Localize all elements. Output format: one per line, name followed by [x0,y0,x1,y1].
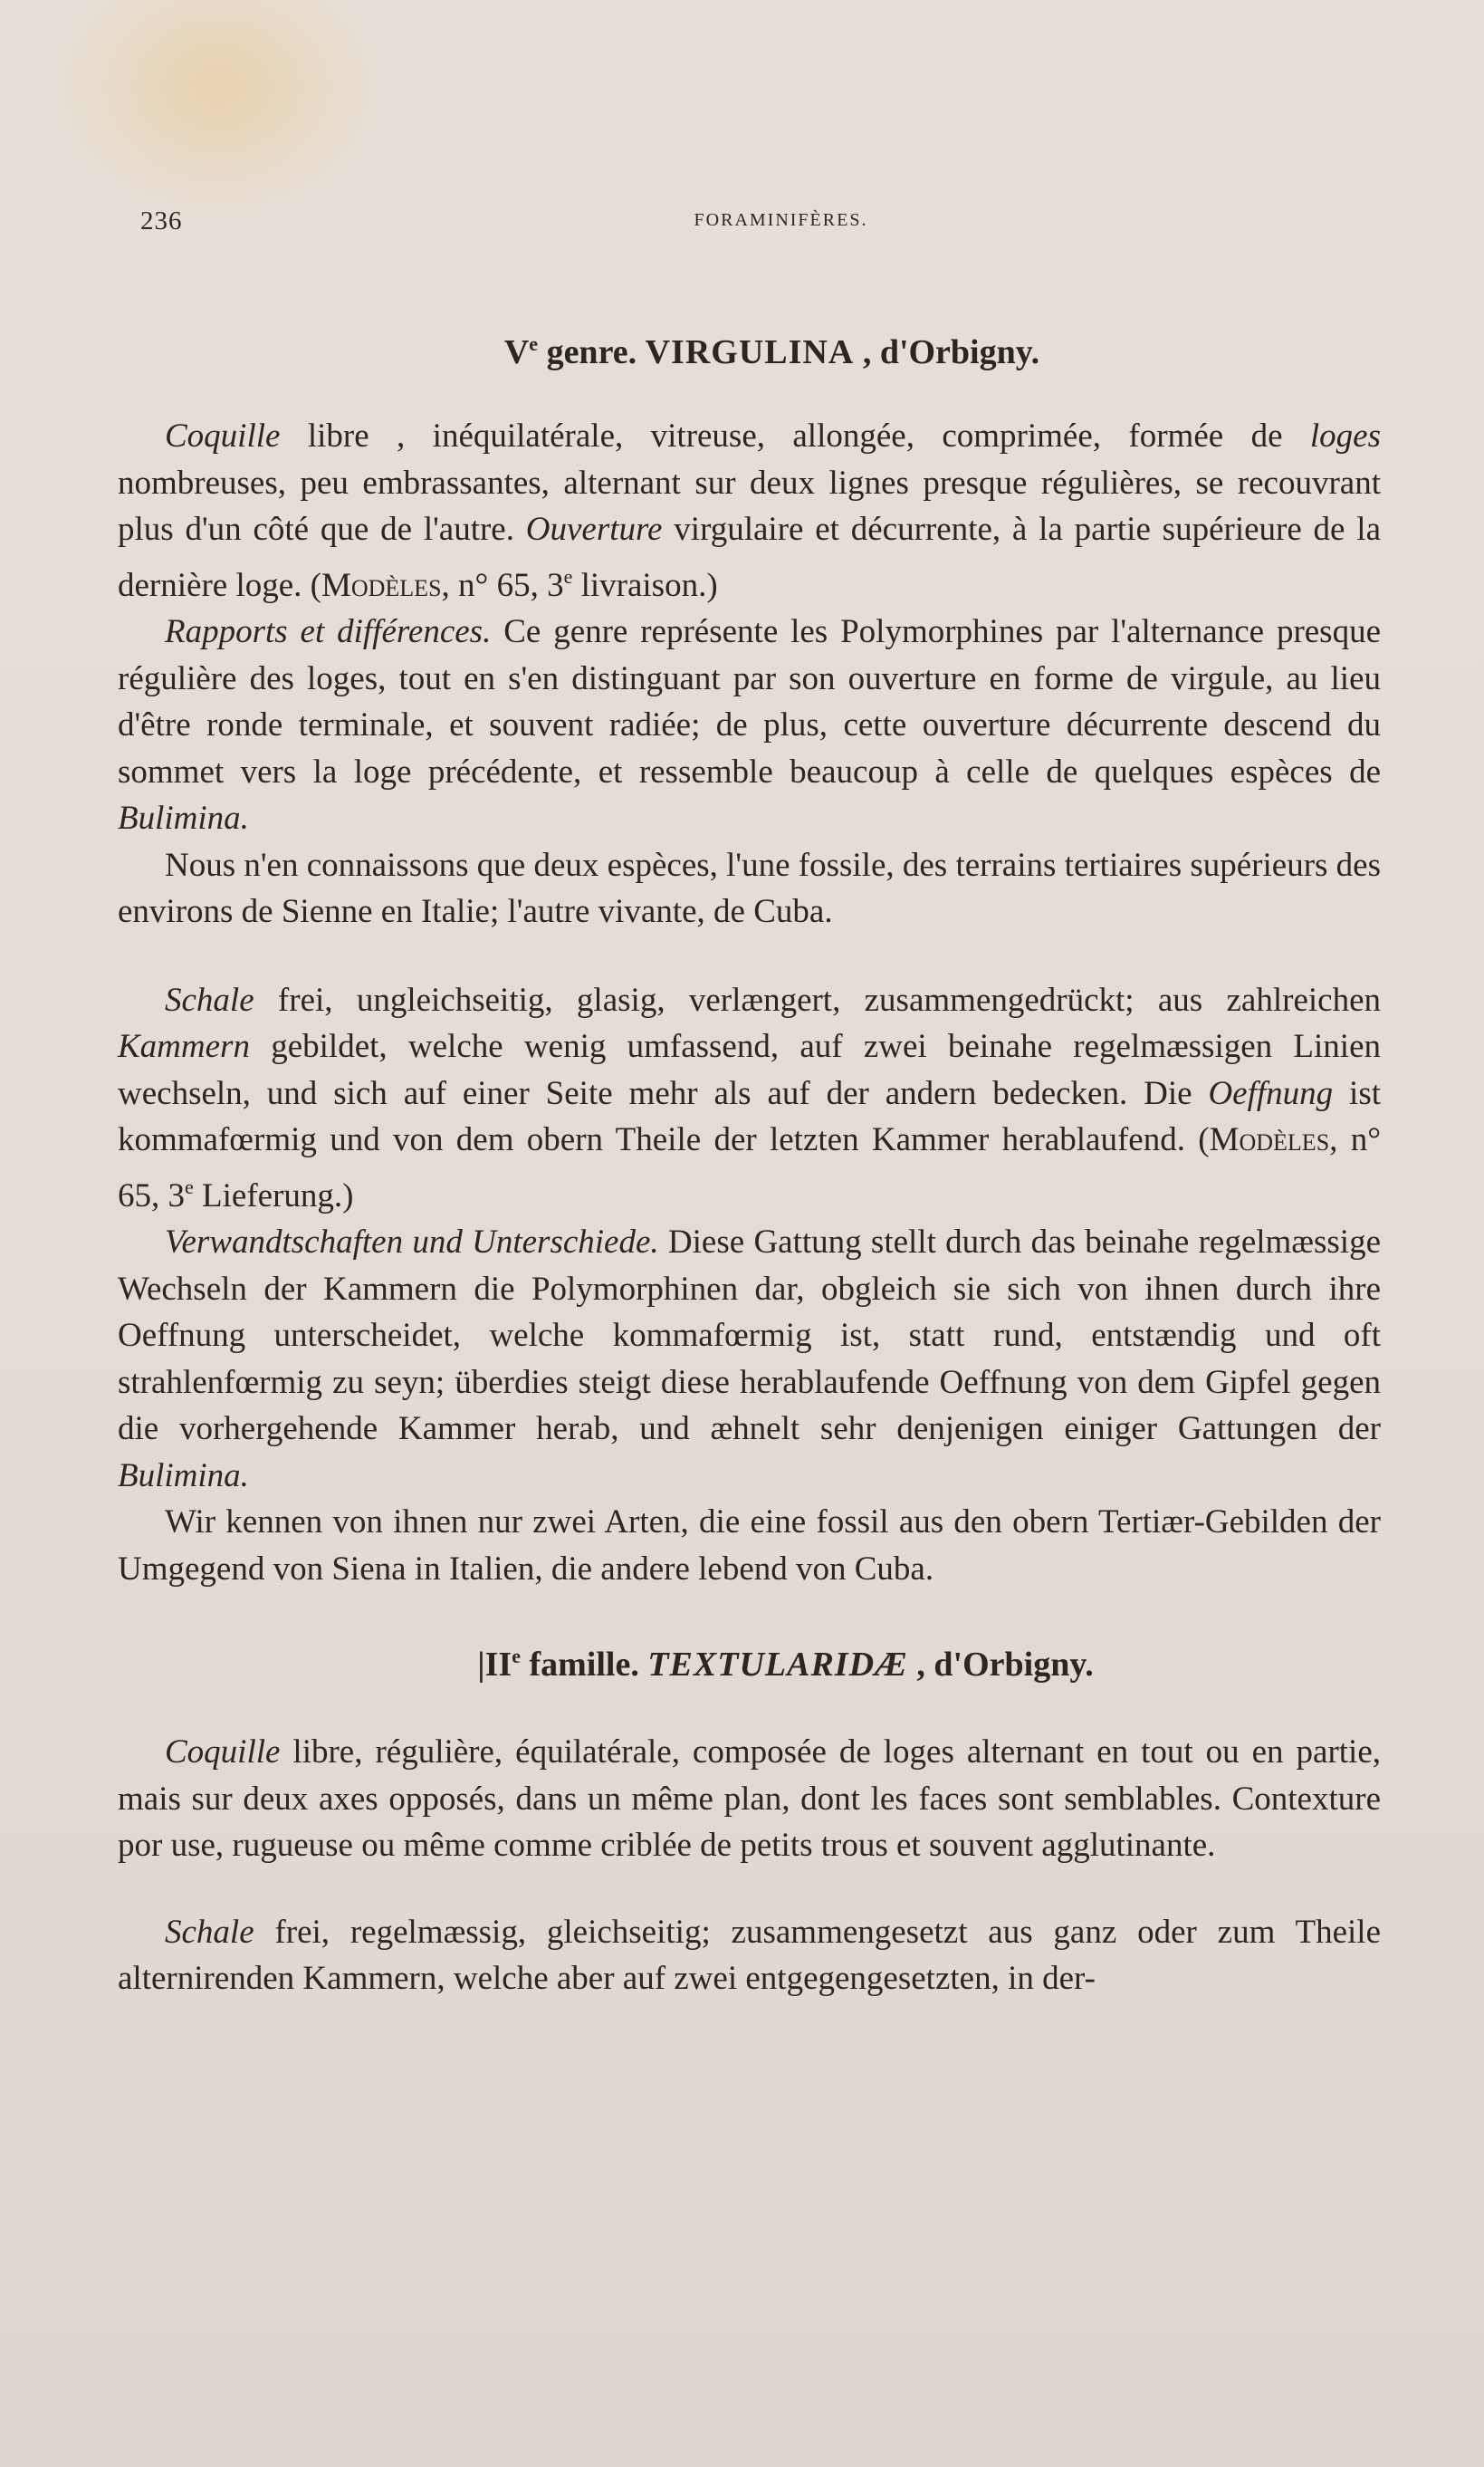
text-run: , n° 65, 3 [441,566,564,604]
famille-label: famille. [520,1646,648,1684]
famille-heading [118,1634,1381,1687]
superscript: e [563,564,573,588]
term-schale: Schale [165,1913,254,1951]
de-verwandtschaften-paragraph [118,1219,1381,1499]
text-run: frei, regelmæssig, gleichseitig; zusammengesetzt aus ganz oder zum Theile alternirenden Kammern, welche aber auf zwei entgegengesetzten, in der- [118,1913,1381,1997]
term-loges: loges [1309,418,1381,455]
text-run: libre , inéquilatérale, vitreuse, allongée, comprimée, formée de [280,418,1310,455]
text-run: livraison.) [572,566,718,604]
text-run: virgulaire et décurrente, à la partie supérieure de la dernière loge. ( [118,511,1381,604]
term-schale: Schale [165,981,254,1019]
term-modeles: Modèles [321,566,442,604]
genre-label: genre. [538,333,646,371]
term-ouverture: Ouverture [525,511,663,548]
page-header [140,206,1354,243]
genre-numeral-sup: e [529,332,539,355]
fr-famille-paragraph [118,1729,1381,1869]
de-description-paragraph [118,977,1381,1220]
de-species-paragraph [118,1499,1381,1592]
genre-name: VIRGULINA [645,333,855,371]
fr-rapports-paragraph [118,609,1381,842]
text-run: Lieferung.) [193,1176,354,1214]
text-run: Wir kennen von ihnen nur zwei Arten, die eine fossil aus den obern Tertiær-Gebilden der Umgegend von Siena in Italien, die andere lebend von Cuba. [118,1503,1381,1588]
term-coquille: Coquille [165,1733,281,1771]
superscript: e [185,1175,194,1198]
genre-heading [118,322,1381,375]
page-body [118,322,1381,2002]
term-oeffnung: Oeffnung [1208,1074,1334,1112]
famille-author: , d'Orbigny. [907,1646,1094,1684]
page-number: 236 [140,206,183,235]
text-run: Nous n'en connaissons que deux espèces, l'une fossile, des terrains tertiaires supérieurs des environs de Sienne en Italie; l'autre vivante, de Cuba. [118,846,1381,930]
running-head: FORAMINIFÈRES. [694,210,868,230]
text-run: Diese Gattung stellt durch das beinahe regelmæssige Wechseln der Kammern die Polymorphinen dar, obgleich sie sich von ihnen durch ihre Oeffnung unterscheidet, welche kommafœrmig ist, statt rund, entstændig und oft strahlenfœrmig zu seyn; überdies steigt diese herablaufende Oeffnung von dem Gipfel gegen die vorhergehende Kammer herab, und æhnelt sehr denjenigen einiger Gattungen der [118,1224,1381,1447]
term-modeles: Modèles [1209,1121,1330,1158]
fr-description-paragraph [118,413,1381,609]
de-famille-paragraph [118,1909,1381,2002]
text-run: Ce genre représente les Polymorphines par l'alternance presque régulière des loges, tout en s'en distinguant par son ouverture en forme de virgule, au lieu d'être ronde terminale, et souvent radiée; de plus, cette ouverture décurrente descend du sommet vers la loge précédente, et ressemble beaucoup à celle de quelques espèces de [118,613,1382,791]
fr-species-paragraph [118,842,1381,936]
term-rapports: Rapports et différences. [165,613,492,650]
genre-numeral: V [503,333,530,371]
term-verwandtschaften: Verwandtschaften und Unterschiede. [165,1224,659,1261]
text-run: ist kommafœrmig und von dem obern Theile der letzten Kammer herablaufend. ( [118,1074,1381,1158]
text-run: libre, régulière, équilatérale, composée de loges alternant en tout ou en partie, mais sur deux axes opposés, dans un même plan, dont les faces sont semblables. Contexture por use, rugueuse ou même comme criblée de petits trous et souvent agglutinante. [118,1733,1381,1864]
text-run: , n° 65, 3 [118,1121,1381,1214]
term-bulimina: Bulimina. [118,800,249,837]
text-run: nombreuses, peu embrassantes, alternant sur deux lignes presque régulières, se recouvrant plus d'un côté que de l'autre. [118,464,1381,548]
term-bulimina: Bulimina. [118,1456,249,1494]
text-run: frei, ungleichseitig, glasig, verlængert, zusammengedrückt; aus zahlreichen [254,981,1381,1019]
term-coquille: Coquille [165,418,281,455]
famille-numeral: |II [477,1646,512,1684]
text-run: gebildet, welche wenig umfassend, auf zwei beinahe regelmæssigen Linien wechseln, und sich auf einer Seite mehr als auf der andern bedecken. Die [118,1028,1381,1112]
famille-numeral-sup: e [512,1645,521,1667]
famille-name: TEXTULARIDÆ [647,1646,908,1684]
genre-author: , d'Orbigny. [854,333,1040,371]
term-kammern: Kammern [118,1028,250,1065]
